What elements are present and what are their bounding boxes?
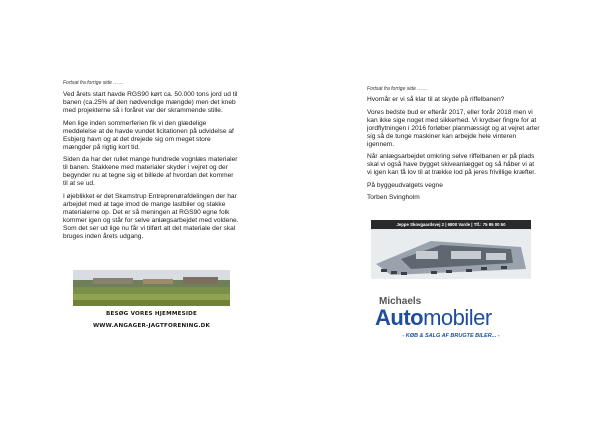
continued-note: Fortsat fra forrige side …… [63,80,124,86]
paragraph: Hvornår er vi så klar til at skyde på riffelbanen? [367,96,505,103]
website-url[interactable]: WWW.ANGAGER-JAGTFORENING.DK [92,323,211,329]
brand-small: Michaels [379,296,422,307]
paragraph: Siden da har der rullet mange hundrede vognlæs materialer til banen. Stakkene med materialer skyder i vejret og der begynder nu at tegne sig et billede af hvordan det kommer til at se ud. [63,156,238,187]
website-visit-label: BESØG VORES HJEMMESIDE [105,311,197,317]
continued-note: Fortsat fra forrige side …… [367,86,428,92]
paragraph: I øjeblikket er det Skamstrup Entreprenørafdelingen der har arbejdet med at tage imod de mange lastbiler og stakke materialerne op. Det er så meningen at RGS90 egne folk kommer igen og står for selve anlægsarbejdet med voldene. Som det ser ud lige nu får vi tilført alt det materiale der skal bruges inden årets udgang. [63,192,239,240]
michaels-automobiler-ad [371,220,531,346]
ad-tagline: - KØB & SALG AF BRUGTE BILER... - [402,333,500,339]
brand-logo [375,305,492,331]
ad-address-bar: Jeppe Skovgaardsvej 2 | 6800 Varde | Tlf.: 75 95 00 50 [371,220,531,229]
left-column [63,80,240,245]
shooting-range-photo [73,270,230,306]
paragraph: På byggeudvalgets vegne [367,181,443,189]
right-column [367,86,540,207]
paragraph: Ved årets start havde RGS90 kørt ca. 50.000 tons jord ud til banen (ca.25% af den nødvendige mængde) men det kneb med projekterne så i foråret var der skrammende stille. [63,91,238,114]
paragraph: Vores bedste bud er efterår 2017, eller forår 2018 men vi kan ikke sige noget med sikkerhed. Vi krydser fingre for at jordflytningen i 2016 forløber planmæssigt og at vejret arter sig så de tunge maskiner kan arbejde hele vinteren igennem. [367,108,540,148]
brand-mobiler: mobiler [423,305,492,330]
signature-name: Torben Svingholm [367,194,420,201]
paragraph: Men lige inden sommerferien fik vi den glædelige meddelelse at de havde vundet licitationen på udvidelse af Esbjerg havn og at det drejede sig om meget store mængder på rigtig kort tid. [63,119,234,151]
dealership-building-illustration [371,229,531,279]
brand-auto: Auto [375,305,424,330]
paragraph: Når anlægsarbejdet omkring selve riffelbanen er på plads skal vi også have bygget skiveanlægget og så håber vi at vi igen kan få lov til at trække lod på jeres frivillige kræfter. [367,153,536,176]
